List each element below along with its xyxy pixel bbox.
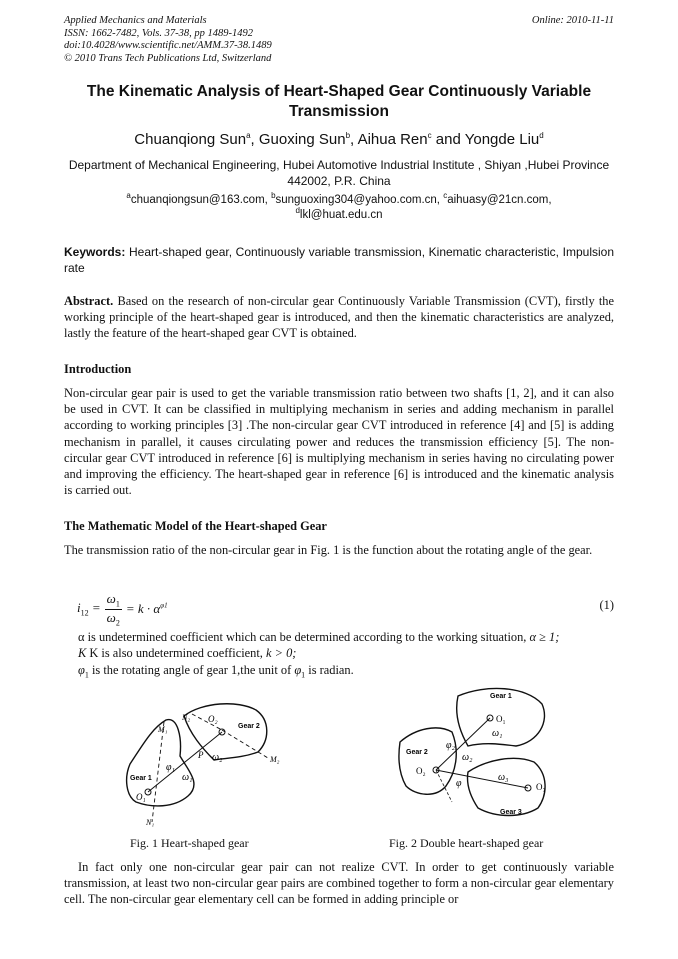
email-c[interactable]: aihuasy@21cn.com,: [447, 194, 552, 206]
definition-k: K K is also undetermined coefficient, k > 0;: [78, 646, 297, 660]
email-b[interactable]: sunguoxing304@yahoo.com.cn,: [275, 194, 440, 206]
abstract: [64, 293, 614, 342]
journal-header: [64, 15, 272, 65]
online-date: Online: 2010-11-11: [531, 15, 614, 26]
figure-2-double-heart-shaped-gear: [396, 682, 554, 834]
fig1-label-omega1: ω₁: [182, 772, 193, 783]
final-paragraph: In fact only one non-circular gear pair can not realize CVT. In order to get continuously variable transmission, at least two non-circular gear pairs are combined together to form a non-circular gear elementary cell. The non-circular gear elementary cell can be formed in adding principle or: [64, 860, 614, 907]
eq-numerator: ω: [106, 591, 116, 606]
eq-lhs: i: [77, 600, 81, 616]
fig1-label-n2: N₂: [182, 713, 191, 722]
author-name: Chuanqiong Sun: [134, 131, 247, 148]
fig1-label-m2: M₂: [270, 755, 280, 764]
keywords-text: Heart-shaped gear, Continuously variable transmission, Kinematic characteristic, Impulsion rate: [64, 245, 614, 275]
definition-phi: $\varphi_1$ is the rotating angle of gear 1,the unit of $\varphi_1$ is radian.: [78, 663, 354, 680]
gear-3-outline: [467, 758, 545, 815]
fig1-label-o2: O₂: [208, 714, 218, 724]
fig1-label-phi1: φ₁: [166, 762, 176, 773]
fig1-label-gear1: Gear 1: [130, 775, 152, 782]
affiliation: Department of Mechanical Engineering, Hubei Automotive Industrial Institute , Shiyan ,Hubei Province 442002, P.R. China: [68, 158, 610, 188]
fig2-label-gear2: Gear 2: [406, 749, 428, 756]
gear-2-outline: [399, 728, 456, 794]
author-list: Chuanqiong Sun$^a$, Guoxing Sun$^b$, Aihua Ren$^c$ and Yongde Liu$^d$: [134, 131, 544, 148]
issn: ISSN: 1662-7482, Vols. 37-38, pp 1489-1492: [64, 27, 253, 39]
section-heading-model: The Mathematic Model of the Heart-shaped Gear: [64, 519, 327, 533]
keywords: [64, 244, 614, 276]
figure-2-caption: Fig. 2 Double heart-shaped gear: [389, 836, 544, 850]
fig1-label-o1: O₁: [136, 792, 146, 802]
doi: doi:10.4028/www.scientific.net/AMM.37-38.1489: [64, 40, 272, 51]
copyright: © 2010 Trans Tech Publications Ltd, Switzerland: [64, 52, 272, 64]
fig2-label-gear3: Gear 3: [500, 809, 522, 816]
section-heading-introduction: Introduction: [64, 362, 132, 376]
intro-paragraph: Non-circular gear pair is used to get the variable transmission ratio between two shafts [1, 2], and it can also be used in CVT. It can be classified in multiplying mechanism in series and adding mechanism in parallel according to working principles [3] .The non-circular gear CVT introduced in reference [4] and [5] is adding mechanism in parallel, it causes circulating power and reduces the transmission efficiency [5]. The non-circular gear CVT introduced in reference [6] is multiplying mechanism in series having no circulating power and improving the efficiency. The heart-shaped gear in reference [6] is introduced and the kinematic analysis is carried out.: [64, 386, 614, 498]
definition-alpha: [78, 629, 614, 645]
def-k-cond: k > 0;: [266, 646, 297, 660]
author-name: Yongde Liu: [464, 131, 540, 148]
fig1-label-omega2: ω₂: [212, 752, 223, 763]
fig2-label-gear1: Gear 1: [490, 693, 512, 700]
email-a[interactable]: chuanqiongsun@163.com,: [130, 194, 268, 206]
title-line-1: The Kinematic Analysis of Heart-Shaped Gear Continuously Variable: [86, 83, 592, 100]
abstract-text: Based on the research of non-circular gear Continuously Variable Transmission (CVT), firstly the working principle of the heart-shaped gear is introduced, and then the kinematic characteristics are analyzed, lastly the feature of the heart-shaped gear CVT is obtained.: [64, 294, 614, 341]
email-list: $^a$chuanqiongsun@163.com, $^b$sunguoxing304@yahoo.com.cn, $^c$aihuasy@21cn.com, $^d$lkl@huat.edu.cn: [126, 191, 552, 221]
eq-num-sub: 1: [115, 599, 120, 609]
author-sup: d: [539, 131, 544, 140]
def-k-text: K is also undetermined coefficient,: [89, 646, 263, 660]
eq-lhs-sub: 12: [80, 608, 89, 618]
paper-title: [64, 82, 614, 122]
fig1-label-n1: N₁: [146, 818, 155, 827]
fig1-label-p: P: [198, 750, 204, 760]
author-sup: b: [345, 131, 351, 140]
keywords-label: Keywords:: [64, 245, 126, 259]
def-alpha-text: α is undetermined coefficient which can be determined according to the working situation,: [78, 630, 527, 644]
figure-1-heart-shaped-gear: [118, 698, 290, 828]
fig2-label-phi2: φ₂: [446, 740, 456, 751]
fig2-label-omega2: ω₂: [462, 752, 473, 763]
author-sup: a: [246, 131, 251, 140]
author-name: Aihua Ren: [357, 131, 428, 148]
author-sup: c: [427, 131, 432, 140]
fig2-label-o1: O₁: [496, 714, 506, 724]
def-phi-text-b: is radian.: [308, 663, 354, 677]
def-phi-text-a: is the rotating angle of gear 1,the unit of: [91, 663, 292, 677]
model-paragraph: The transmission ratio of the non-circular gear in Fig. 1 is the function about the rotating angle of the gear.: [64, 543, 593, 557]
eq-denominator: ω: [106, 609, 116, 625]
fig2-label-omega1: ω₁: [492, 728, 503, 739]
figure-1-caption: Fig. 1 Heart-shaped gear: [130, 836, 249, 850]
fig2-label-phi: φ: [456, 778, 462, 789]
journal-name: Applied Mechanics and Materials: [64, 15, 207, 26]
abstract-label: Abstract.: [64, 294, 114, 308]
fig2-label-o3: O₃: [536, 782, 546, 792]
author-name: Guoxing Sun: [258, 131, 346, 148]
fig1-label-gear2: Gear 2: [238, 723, 260, 730]
def-alpha-cond: α ≥ 1;: [529, 630, 560, 644]
equation-number: (1): [599, 598, 614, 612]
email-d[interactable]: lkl@huat.edu.cn: [299, 209, 383, 221]
equation-1: $i_{12}$ = $\omega_1$ = $k \cdot \alpha^{\varphi 1}$ $\omega_2$: [77, 591, 168, 628]
eq-rhs-sup: φ1: [160, 601, 168, 610]
title-line-2: Transmission: [289, 103, 389, 120]
fig1-label-m1: M₁: [158, 725, 168, 734]
eq-rhs: = k · α: [125, 601, 161, 617]
fig2-label-o2: O₂: [416, 766, 426, 776]
eq-den-sub: 2: [115, 618, 120, 628]
fig2-label-omega3: ω₃: [498, 772, 509, 783]
